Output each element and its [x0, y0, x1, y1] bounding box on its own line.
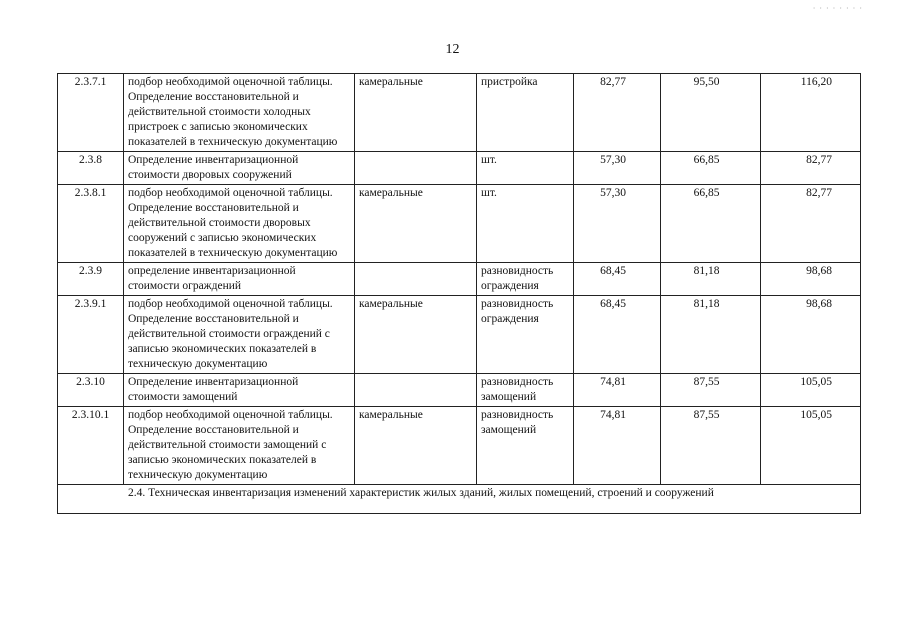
- item-number-cell: 2.3.9: [58, 263, 124, 296]
- price-cell-2: 87,55: [661, 374, 761, 407]
- price-cell-1: 82,77: [574, 74, 661, 152]
- price-cell-1: 74,81: [574, 374, 661, 407]
- table-body: [58, 74, 861, 514]
- item-number-cell: 2.3.7.1: [58, 74, 124, 152]
- work-type-cell: камеральные: [355, 296, 477, 374]
- price-cell-2: 66,85: [661, 152, 761, 185]
- price-cell-1: 68,45: [574, 296, 661, 374]
- price-cell-3: 98,68: [761, 263, 861, 296]
- price-cell-3: 82,77: [761, 185, 861, 263]
- unit-cell: разновидность ограждения: [477, 296, 574, 374]
- price-cell-1: 74,81: [574, 407, 661, 485]
- price-cell-1: 57,30: [574, 185, 661, 263]
- corner-mark: · · · · · · · ·: [812, 4, 863, 13]
- table-row: [58, 263, 861, 296]
- work-description-cell: определение инвентаризационной стоимости ограждений: [124, 263, 355, 296]
- item-number-cell: 2.3.9.1: [58, 296, 124, 374]
- unit-cell: шт.: [477, 152, 574, 185]
- price-cell-2: 81,18: [661, 263, 761, 296]
- unit-cell: разновидность замощений: [477, 374, 574, 407]
- work-description-cell: подбор необходимой оценочной таблицы. Определение восстановительной и действительной стоимости холодных пристроек с записью экономических показателей в техническую документацию: [124, 74, 355, 152]
- work-type-cell: камеральные: [355, 407, 477, 485]
- unit-cell: разновидность замощений: [477, 407, 574, 485]
- price-cell-1: 57,30: [574, 152, 661, 185]
- item-number-cell: 2.3.10.1: [58, 407, 124, 485]
- work-type-cell: [355, 152, 477, 185]
- item-number-cell: 2.3.10: [58, 374, 124, 407]
- price-cell-3: 98,68: [761, 296, 861, 374]
- unit-cell: шт.: [477, 185, 574, 263]
- work-description-cell: подбор необходимой оценочной таблицы. Определение восстановительной и действительной стоимости дворовых сооружений с записью экономических показателей в техническую документацию: [124, 185, 355, 263]
- price-cell-2: 87,55: [661, 407, 761, 485]
- work-description-cell: подбор необходимой оценочной таблицы. Определение восстановительной и действительной стоимости ограждений с записью экономических показателей в техническую документацию: [124, 296, 355, 374]
- table-row: [58, 74, 861, 152]
- unit-cell: разновидность ограждения: [477, 263, 574, 296]
- work-type-cell: [355, 374, 477, 407]
- price-table: [57, 73, 861, 514]
- table-row: [58, 407, 861, 485]
- unit-cell: пристройка: [477, 74, 574, 152]
- price-cell-2: 81,18: [661, 296, 761, 374]
- work-type-cell: [355, 263, 477, 296]
- page-number: 12: [445, 42, 460, 57]
- price-cell-2: 66,85: [661, 185, 761, 263]
- price-cell-3: 116,20: [761, 74, 861, 152]
- price-cell-2: 95,50: [661, 74, 761, 152]
- work-description-cell: Определение инвентаризационной стоимости дворовых сооружений: [124, 152, 355, 185]
- table-row: [58, 152, 861, 185]
- work-type-cell: камеральные: [355, 74, 477, 152]
- table-row: [58, 185, 861, 263]
- work-description-cell: подбор необходимой оценочной таблицы. Определение восстановительной и действительной стоимости замощений с записью экономических показателей в техническую документацию: [124, 407, 355, 485]
- table-row: [58, 296, 861, 374]
- price-cell-1: 68,45: [574, 263, 661, 296]
- item-number-cell: 2.3.8.1: [58, 185, 124, 263]
- item-number-cell: 2.3.8: [58, 152, 124, 185]
- price-cell-3: 105,05: [761, 374, 861, 407]
- section-row: [58, 485, 861, 514]
- work-description-cell: Определение инвентаризационной стоимости замощений: [124, 374, 355, 407]
- price-cell-3: 82,77: [761, 152, 861, 185]
- work-type-cell: камеральные: [355, 185, 477, 263]
- table-row: [58, 374, 861, 407]
- section-title: 2.4. Техническая инвентаризация изменений характеристик жилых зданий, жилых помещений, строений и сооружений: [58, 485, 861, 514]
- price-cell-3: 105,05: [761, 407, 861, 485]
